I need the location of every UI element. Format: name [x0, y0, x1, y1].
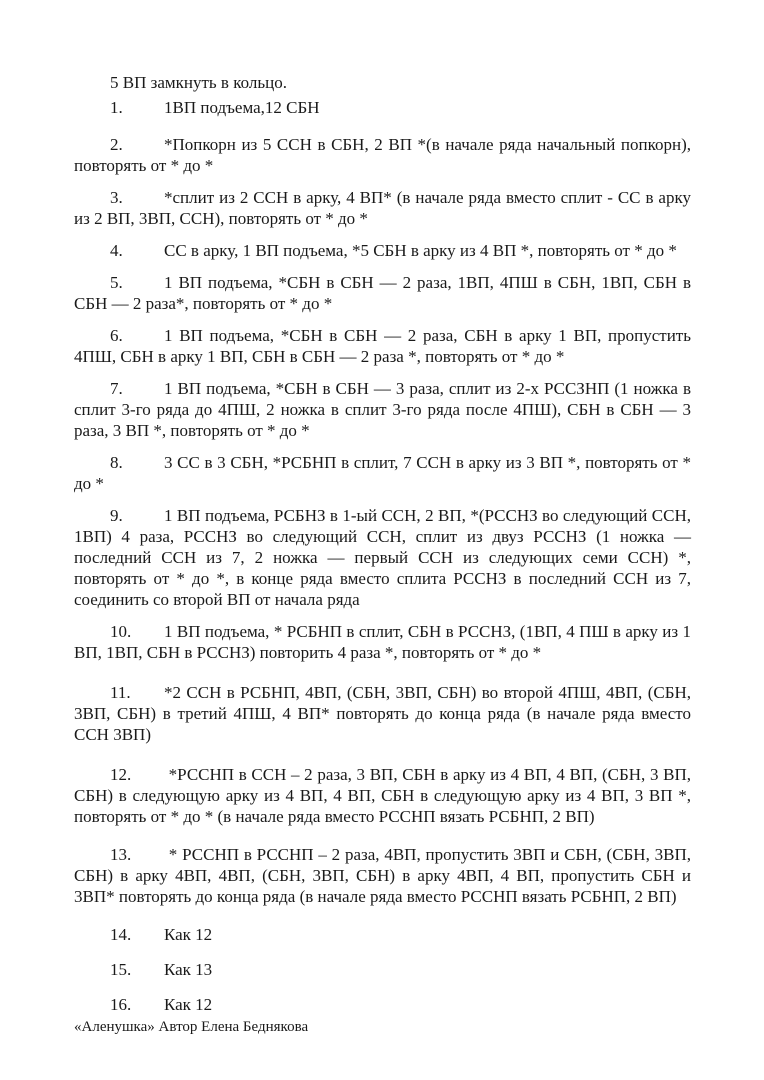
pattern-row: [74, 325, 691, 367]
pattern-row: [74, 187, 691, 229]
row-text: *РССНП в ССН – 2 раза, 3 ВП, СБН в арку из 4 ВП, 4 ВП, (СБН, 3 ВП, СБН) в следующую арку из 4 ВП, 4 ВП, СБН в следующую арку из 4 ВП, 3 ВП *, повторять от * до * (в начале ряда вместо РССНП вязать РСБНП, 2 ВП): [74, 765, 691, 826]
row-number: 16.: [110, 995, 132, 1014]
footer-author: «Аленушка» Автор Елена Беднякова: [74, 1019, 309, 1035]
pattern-row: [74, 505, 691, 610]
row-text: 1 ВП подъема, *СБН в СБН — 2 раза, СБН в арку 1 ВП, пропустить 4ПШ, СБН в арку 1 ВП, СБН в СБН — 2 раза *, повторять от * до *: [74, 326, 691, 366]
row-text: *2 ССН в РСБНП, 4ВП, (СБН, 3ВП, СБН) во второй 4ПШ, 4ВП, (СБН, 3ВП, СБН) в третий 4ПШ, 4 ВП* повторять до конца ряда (в начале ряда вместо ССН 3ВП): [74, 683, 691, 744]
pattern-row: [74, 240, 691, 261]
row-number: 1.: [110, 98, 123, 117]
row-number: 4.: [110, 241, 123, 260]
pattern-row: [74, 994, 691, 1015]
row-number: 12.: [110, 765, 132, 784]
pattern-row: [74, 764, 691, 827]
pattern-row: [74, 272, 691, 314]
row-number: 3.: [110, 188, 123, 207]
row-text: * РССНП в РССНП – 2 раза, 4ВП, пропустить 3ВП и СБН, (СБН, 3ВП, СБН) в арку 4ВП, 4ВП, (СБН, 3ВП, СБН) в арку 4ВП, 4 ВП, пропустить СБН и 3ВП* повторять до конца ряда (в начале ряда вместо РССНП вязать РСБНП, 2 ВП): [74, 845, 691, 906]
pattern-row: [74, 452, 691, 494]
pattern-document: [74, 72, 691, 1015]
row-number: 13.: [110, 845, 132, 864]
row-text: 1 ВП подъема, *СБН в СБН — 3 раза, сплит из 2-х РССЗНП (1 ножка в сплит 3-го ряда до 4ПШ, 2 ножка в сплит 3-го ряда после 4ПШ), СБН в СБН — 3 раза, 3 ВП *, повторять от * до *: [74, 379, 691, 440]
row-number: 15.: [110, 960, 132, 979]
row-text: 1 ВП подъема, * РСБНП в сплит, СБН в РССНЗ, (1ВП, 4 ПШ в арку из 1 ВП, 1ВП, СБН в РССНЗ) повторить 4 раза *, повторять от * до *: [74, 622, 691, 662]
pattern-row: [74, 924, 691, 945]
row-number: 5.: [110, 273, 123, 292]
row-number: 6.: [110, 326, 123, 345]
pattern-row: [74, 621, 691, 663]
row-number: 8.: [110, 453, 123, 472]
pattern-row: [74, 682, 691, 745]
row-text: *Попкорн из 5 ССН в СБН, 2 ВП *(в начале ряда начальный попкорн), повторять от * до *: [74, 135, 691, 175]
row-text: Как 12: [164, 925, 213, 944]
intro-line: 5 ВП замкнуть в кольцо.: [110, 73, 287, 92]
row-number: 14.: [110, 925, 132, 944]
row-text: СС в арку, 1 ВП подъема, *5 СБН в арку из 4 ВП *, повторять от * до *: [164, 241, 677, 260]
row-number: 9.: [110, 506, 123, 525]
row-text: *сплит из 2 ССН в арку, 4 ВП* (в начале ряда вместо сплит - СС в арку из 2 ВП, 3ВП, ССН), повторять от * до *: [74, 188, 691, 228]
row-text: 1ВП подъема,12 СБН: [164, 98, 320, 117]
row-number: 11.: [110, 683, 131, 702]
row-text: Как 13: [164, 960, 213, 979]
pattern-row: [74, 959, 691, 980]
row-text: 1 ВП подъема, РСБНЗ в 1-ый ССН, 2 ВП, *(РССНЗ во следующий ССН, 1ВП) 4 раза, РССНЗ во следующий ССН, сплит из двуз РССНЗ (1 ножка — последний ССН из 7, 2 ножка — первый ССН из следующих семи ССН) *, повторять от * до *, в конце ряда вместо сплита РССНЗ в последний ССН из 7, соединить со второй ВП от начала ряда: [74, 506, 691, 609]
pattern-row: [74, 378, 691, 441]
row-number: 7.: [110, 379, 123, 398]
row-number: 2.: [110, 135, 123, 154]
pattern-row: [74, 844, 691, 907]
row-text: 3 СС в 3 СБН, *РСБНП в сплит, 7 ССН в арку из 3 ВП *, повторять от * до *: [74, 453, 691, 493]
row-text: 1 ВП подъема, *СБН в СБН — 2 раза, 1ВП, 4ПШ в СБН, 1ВП, СБН в СБН — 2 раза*, повторять от * до *: [74, 273, 691, 313]
row-text: Как 12: [164, 995, 213, 1014]
pattern-row: [74, 97, 691, 118]
pattern-row: [74, 134, 691, 176]
row-number: 10.: [110, 622, 132, 641]
